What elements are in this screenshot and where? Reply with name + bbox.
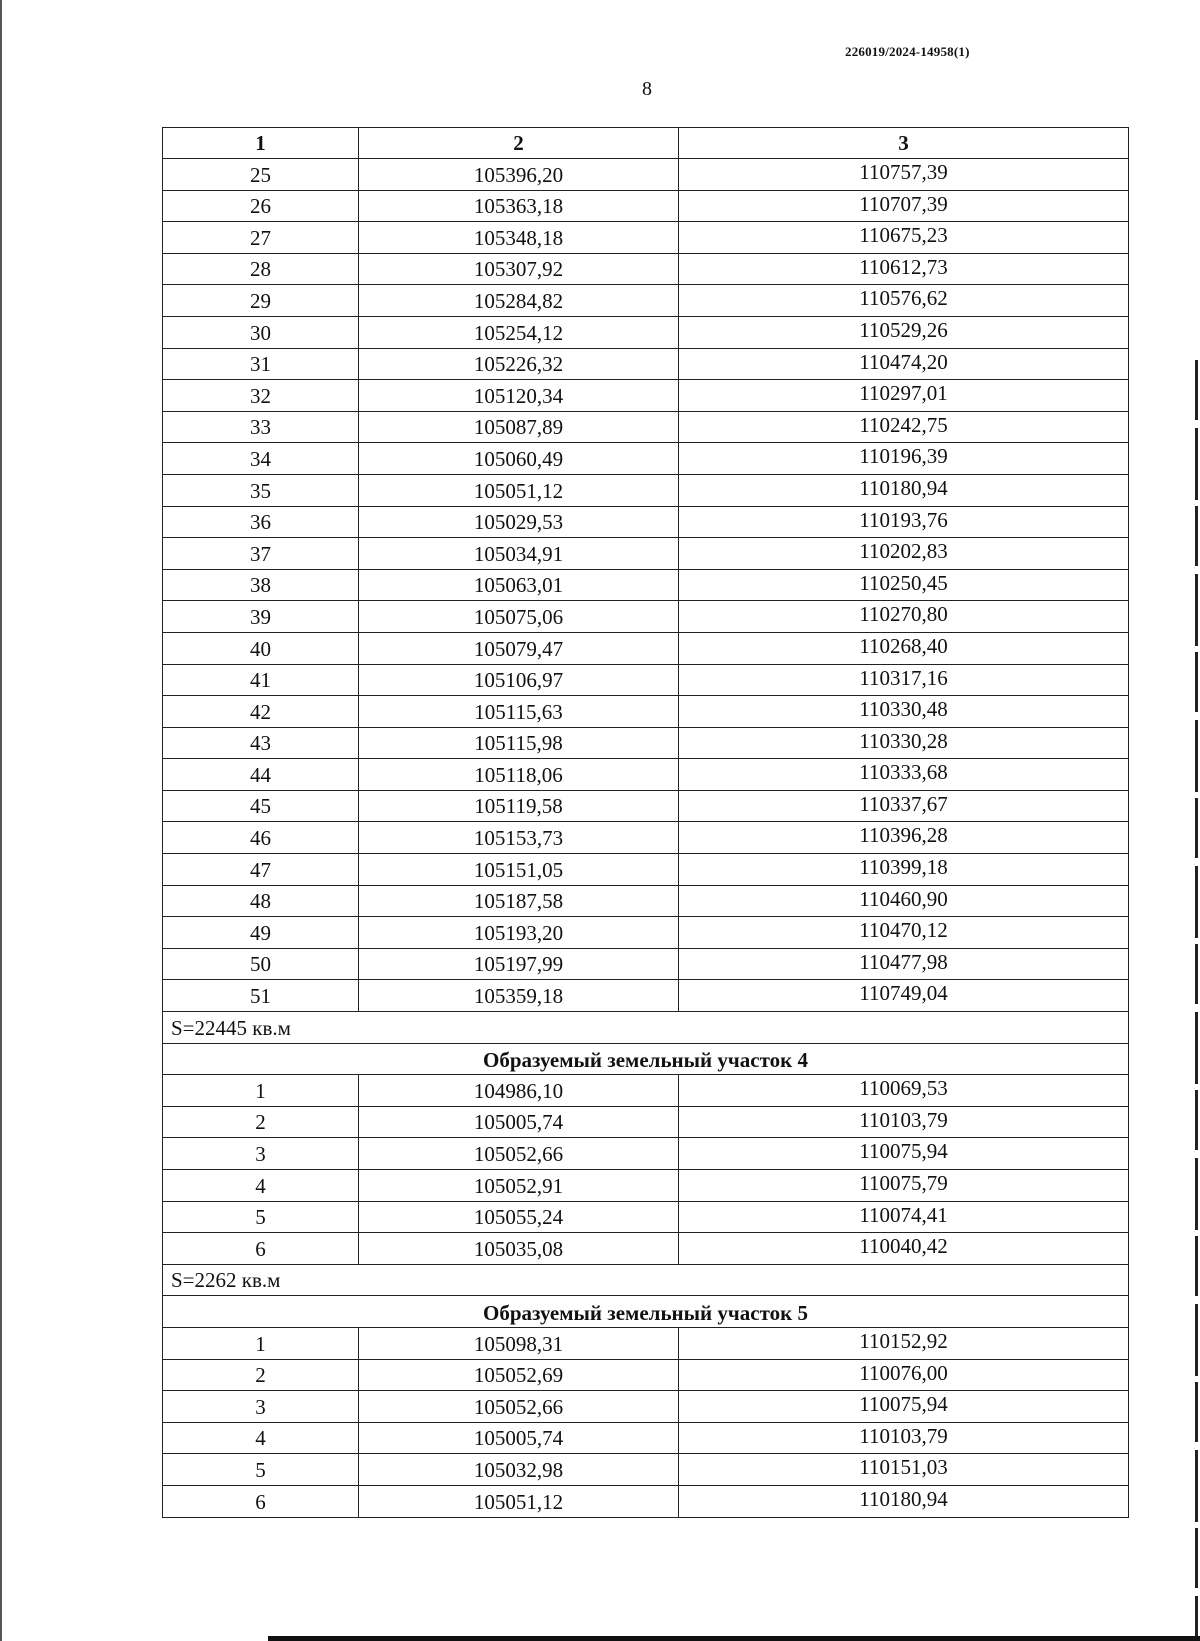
point-number-cell: 49 bbox=[163, 917, 359, 949]
point-number-cell: 25 bbox=[163, 159, 359, 191]
coordinate-y-cell: 110460,90 bbox=[679, 885, 1129, 917]
table-row bbox=[163, 474, 1129, 506]
coordinate-y-cell: 110196,39 bbox=[679, 443, 1129, 475]
coordinate-y-cell: 110075,79 bbox=[679, 1170, 1129, 1202]
coordinate-y-cell: 110103,79 bbox=[679, 1106, 1129, 1138]
table-row bbox=[163, 1170, 1129, 1202]
point-number-cell: 35 bbox=[163, 474, 359, 506]
table-row bbox=[163, 380, 1129, 412]
point-number-cell: 39 bbox=[163, 601, 359, 633]
coordinate-x-cell: 105075,06 bbox=[359, 601, 679, 633]
page-number: 8 bbox=[642, 78, 652, 100]
coordinate-y-cell: 110396,28 bbox=[679, 822, 1129, 854]
coordinate-x-cell: 105197,99 bbox=[359, 948, 679, 980]
coordinates-table-container bbox=[162, 127, 1128, 1518]
scan-edge-right bbox=[1195, 360, 1198, 1641]
point-number-cell: 3 bbox=[163, 1138, 359, 1170]
table-row bbox=[163, 1233, 1129, 1265]
table-row bbox=[163, 1454, 1129, 1486]
table-row bbox=[163, 790, 1129, 822]
section-5-rows bbox=[163, 1327, 1129, 1517]
table-row bbox=[163, 285, 1129, 317]
coordinate-y-cell: 110075,94 bbox=[679, 1138, 1129, 1170]
coordinate-x-cell: 105119,58 bbox=[359, 790, 679, 822]
table-row bbox=[163, 1138, 1129, 1170]
coordinate-x-cell: 105396,20 bbox=[359, 159, 679, 191]
point-number-cell: 3 bbox=[163, 1391, 359, 1423]
section-title: Образуемый земельный участок 4 bbox=[163, 1043, 1129, 1075]
header-col-3: 3 bbox=[679, 128, 1129, 159]
coordinate-x-cell: 105193,20 bbox=[359, 917, 679, 949]
point-number-cell: 41 bbox=[163, 664, 359, 696]
point-number-cell: 47 bbox=[163, 854, 359, 886]
coordinate-x-cell: 105005,74 bbox=[359, 1422, 679, 1454]
coordinate-y-cell: 110707,39 bbox=[679, 190, 1129, 222]
area-row bbox=[163, 1264, 1129, 1296]
point-number-cell: 42 bbox=[163, 696, 359, 728]
table-row bbox=[163, 1327, 1129, 1359]
point-number-cell: 38 bbox=[163, 569, 359, 601]
section-4-rows bbox=[163, 1075, 1129, 1265]
coordinate-y-cell: 110250,45 bbox=[679, 569, 1129, 601]
coordinate-x-cell: 105051,12 bbox=[359, 474, 679, 506]
point-number-cell: 4 bbox=[163, 1422, 359, 1454]
point-number-cell: 5 bbox=[163, 1454, 359, 1486]
table-row bbox=[163, 222, 1129, 254]
point-number-cell: 1 bbox=[163, 1075, 359, 1107]
point-number-cell: 48 bbox=[163, 885, 359, 917]
table-row bbox=[163, 1359, 1129, 1391]
coordinate-x-cell: 105120,34 bbox=[359, 380, 679, 412]
area-label: S=2262 кв.м bbox=[163, 1264, 1129, 1296]
section-header-row bbox=[163, 1296, 1129, 1328]
coordinate-x-cell: 105029,53 bbox=[359, 506, 679, 538]
coordinate-y-cell: 110180,94 bbox=[679, 474, 1129, 506]
coordinate-x-cell: 105363,18 bbox=[359, 190, 679, 222]
table-row bbox=[163, 1201, 1129, 1233]
coordinate-y-cell: 110151,03 bbox=[679, 1454, 1129, 1486]
point-number-cell: 45 bbox=[163, 790, 359, 822]
coordinate-x-cell: 105118,06 bbox=[359, 759, 679, 791]
point-number-cell: 51 bbox=[163, 980, 359, 1012]
table-row bbox=[163, 664, 1129, 696]
coordinate-y-cell: 110180,94 bbox=[679, 1485, 1129, 1517]
coordinate-x-cell: 105106,97 bbox=[359, 664, 679, 696]
header-col-2: 2 bbox=[359, 128, 679, 159]
table-row bbox=[163, 190, 1129, 222]
coordinate-y-cell: 110268,40 bbox=[679, 632, 1129, 664]
table-row bbox=[163, 316, 1129, 348]
point-number-cell: 26 bbox=[163, 190, 359, 222]
coordinate-x-cell: 105052,91 bbox=[359, 1170, 679, 1202]
coordinate-y-cell: 110152,92 bbox=[679, 1327, 1129, 1359]
point-number-cell: 30 bbox=[163, 316, 359, 348]
table-row bbox=[163, 506, 1129, 538]
table-row bbox=[163, 822, 1129, 854]
point-number-cell: 6 bbox=[163, 1485, 359, 1517]
document-number: 226019/2024-14958(1) bbox=[845, 44, 970, 59]
coordinate-x-cell: 105055,24 bbox=[359, 1201, 679, 1233]
coordinate-x-cell: 104986,10 bbox=[359, 1075, 679, 1107]
table-row bbox=[163, 253, 1129, 285]
coordinate-x-cell: 105151,05 bbox=[359, 854, 679, 886]
point-number-cell: 1 bbox=[163, 1327, 359, 1359]
coordinate-x-cell: 105098,31 bbox=[359, 1327, 679, 1359]
point-number-cell: 40 bbox=[163, 632, 359, 664]
point-number-cell: 6 bbox=[163, 1233, 359, 1265]
coordinate-x-cell: 105051,12 bbox=[359, 1485, 679, 1517]
coordinate-y-cell: 110202,83 bbox=[679, 538, 1129, 570]
table-row bbox=[163, 1106, 1129, 1138]
coordinate-x-cell: 105187,58 bbox=[359, 885, 679, 917]
coordinate-x-cell: 105034,91 bbox=[359, 538, 679, 570]
coordinate-y-cell: 110330,28 bbox=[679, 727, 1129, 759]
coordinate-y-cell: 110576,62 bbox=[679, 285, 1129, 317]
coordinate-y-cell: 110757,39 bbox=[679, 159, 1129, 191]
area-label: S=22445 кв.м bbox=[163, 1012, 1129, 1044]
table-row bbox=[163, 885, 1129, 917]
coordinate-x-cell: 105052,69 bbox=[359, 1359, 679, 1391]
header-col-1: 1 bbox=[163, 128, 359, 159]
table-row bbox=[163, 917, 1129, 949]
coordinate-x-cell: 105153,73 bbox=[359, 822, 679, 854]
table-row bbox=[163, 727, 1129, 759]
coordinate-x-cell: 105035,08 bbox=[359, 1233, 679, 1265]
coordinate-x-cell: 105032,98 bbox=[359, 1454, 679, 1486]
coordinate-y-cell: 110399,18 bbox=[679, 854, 1129, 886]
coordinate-y-cell: 110076,00 bbox=[679, 1359, 1129, 1391]
coordinate-y-cell: 110330,48 bbox=[679, 696, 1129, 728]
coordinate-y-cell: 110337,67 bbox=[679, 790, 1129, 822]
coordinate-y-cell: 110749,04 bbox=[679, 980, 1129, 1012]
coordinate-y-cell: 110074,41 bbox=[679, 1201, 1129, 1233]
table-row bbox=[163, 1075, 1129, 1107]
coordinate-x-cell: 105115,98 bbox=[359, 727, 679, 759]
coordinate-y-cell: 110477,98 bbox=[679, 948, 1129, 980]
point-number-cell: 43 bbox=[163, 727, 359, 759]
table-row bbox=[163, 948, 1129, 980]
table-row bbox=[163, 854, 1129, 886]
table-row bbox=[163, 980, 1129, 1012]
coordinate-x-cell: 105052,66 bbox=[359, 1138, 679, 1170]
table-row bbox=[163, 1391, 1129, 1423]
coordinate-x-cell: 105307,92 bbox=[359, 253, 679, 285]
table-row bbox=[163, 696, 1129, 728]
point-number-cell: 50 bbox=[163, 948, 359, 980]
coordinate-y-cell: 110297,01 bbox=[679, 380, 1129, 412]
coordinate-y-cell: 110317,16 bbox=[679, 664, 1129, 696]
table-row bbox=[163, 348, 1129, 380]
scan-edge-left bbox=[0, 0, 2, 1641]
table-row bbox=[163, 1422, 1129, 1454]
coordinate-x-cell: 105226,32 bbox=[359, 348, 679, 380]
coordinate-x-cell: 105284,82 bbox=[359, 285, 679, 317]
coordinate-y-cell: 110103,79 bbox=[679, 1422, 1129, 1454]
coordinate-x-cell: 105052,66 bbox=[359, 1391, 679, 1423]
coordinate-y-cell: 110270,80 bbox=[679, 601, 1129, 633]
point-number-cell: 2 bbox=[163, 1359, 359, 1391]
point-number-cell: 29 bbox=[163, 285, 359, 317]
point-number-cell: 5 bbox=[163, 1201, 359, 1233]
point-number-cell: 37 bbox=[163, 538, 359, 570]
coordinate-y-cell: 110040,42 bbox=[679, 1233, 1129, 1265]
point-number-cell: 46 bbox=[163, 822, 359, 854]
table-header-row bbox=[163, 128, 1129, 159]
coordinate-x-cell: 105079,47 bbox=[359, 632, 679, 664]
point-number-cell: 28 bbox=[163, 253, 359, 285]
table-row bbox=[163, 569, 1129, 601]
coordinate-x-cell: 105087,89 bbox=[359, 411, 679, 443]
coordinate-x-cell: 105254,12 bbox=[359, 316, 679, 348]
table-row bbox=[163, 159, 1129, 191]
coordinates-table bbox=[162, 127, 1129, 1518]
coordinate-x-cell: 105060,49 bbox=[359, 443, 679, 475]
point-number-cell: 32 bbox=[163, 380, 359, 412]
coordinate-x-cell: 105005,74 bbox=[359, 1106, 679, 1138]
main-rows bbox=[163, 159, 1129, 1012]
table-row bbox=[163, 759, 1129, 791]
coordinate-x-cell: 105063,01 bbox=[359, 569, 679, 601]
table-row bbox=[163, 1485, 1129, 1517]
section-header-row bbox=[163, 1043, 1129, 1075]
table-row bbox=[163, 538, 1129, 570]
coordinate-y-cell: 110242,75 bbox=[679, 411, 1129, 443]
coordinate-y-cell: 110075,94 bbox=[679, 1391, 1129, 1423]
point-number-cell: 4 bbox=[163, 1170, 359, 1202]
table-row bbox=[163, 601, 1129, 633]
point-number-cell: 27 bbox=[163, 222, 359, 254]
coordinate-y-cell: 110675,23 bbox=[679, 222, 1129, 254]
table-row bbox=[163, 411, 1129, 443]
scan-edge-bottom bbox=[268, 1636, 1200, 1641]
coordinate-y-cell: 110470,12 bbox=[679, 917, 1129, 949]
coordinate-x-cell: 105359,18 bbox=[359, 980, 679, 1012]
point-number-cell: 44 bbox=[163, 759, 359, 791]
section-title: Образуемый земельный участок 5 bbox=[163, 1296, 1129, 1328]
coordinate-y-cell: 110612,73 bbox=[679, 253, 1129, 285]
point-number-cell: 2 bbox=[163, 1106, 359, 1138]
coordinate-y-cell: 110193,76 bbox=[679, 506, 1129, 538]
coordinate-x-cell: 105348,18 bbox=[359, 222, 679, 254]
table-row bbox=[163, 632, 1129, 664]
point-number-cell: 33 bbox=[163, 411, 359, 443]
coordinate-y-cell: 110474,20 bbox=[679, 348, 1129, 380]
point-number-cell: 36 bbox=[163, 506, 359, 538]
coordinate-y-cell: 110069,53 bbox=[679, 1075, 1129, 1107]
point-number-cell: 34 bbox=[163, 443, 359, 475]
table-row bbox=[163, 443, 1129, 475]
coordinate-x-cell: 105115,63 bbox=[359, 696, 679, 728]
coordinate-y-cell: 110529,26 bbox=[679, 316, 1129, 348]
point-number-cell: 31 bbox=[163, 348, 359, 380]
area-row bbox=[163, 1012, 1129, 1044]
coordinate-y-cell: 110333,68 bbox=[679, 759, 1129, 791]
